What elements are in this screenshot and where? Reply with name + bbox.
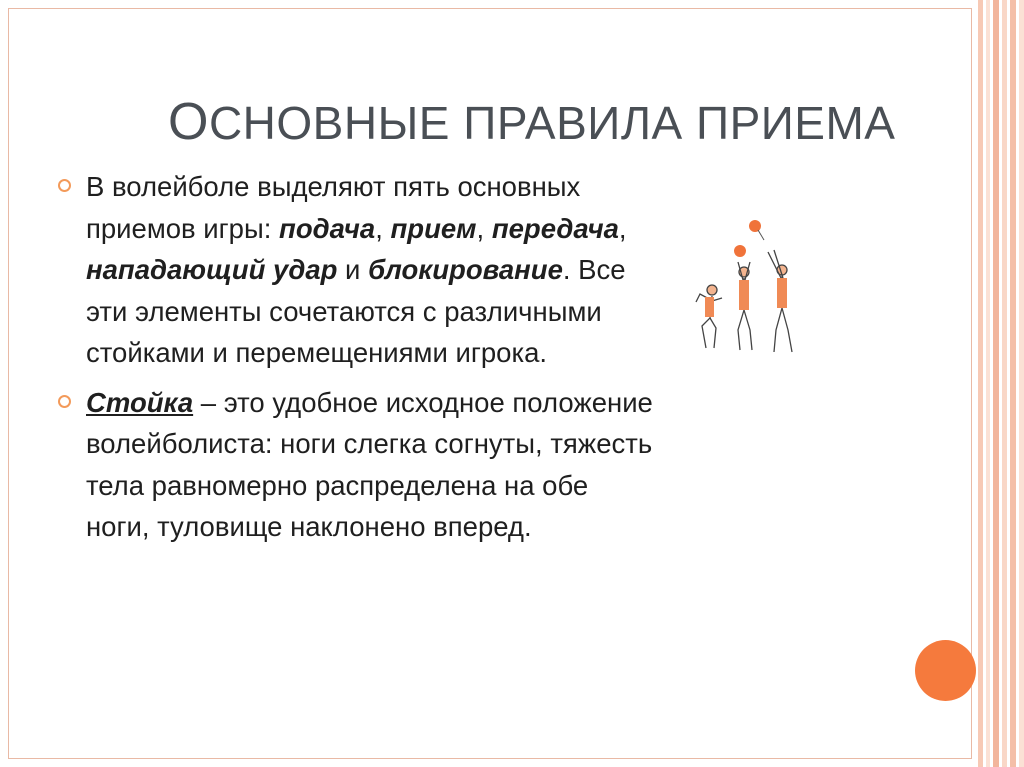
text: , — [375, 212, 391, 244]
bullet-techniques — [58, 166, 658, 374]
decorative-stripes — [978, 0, 1024, 767]
orange-circle-icon — [915, 640, 976, 701]
volleyball-players-icon — [688, 210, 806, 360]
text: , — [476, 212, 492, 244]
hollow-circle-bullet-icon — [58, 179, 71, 192]
keyword-reception: прием — [390, 212, 477, 244]
title-rest: СНОВНЫЕ ПРАВИЛА ПРИЕМА — [208, 97, 896, 149]
slide-body — [58, 166, 658, 556]
text: В волейболе выделяют пять основных приемов игры: — [86, 171, 581, 244]
title-initial: О — [168, 93, 209, 151]
keyword-stance: Стойка — [86, 386, 194, 418]
text: , — [618, 212, 627, 244]
keyword-block: блокирование — [368, 254, 563, 285]
text: – это удобное исходное положение волейболиста: ноги слегка согнуты, тяжесть тела равномерно распределена на обе ноги, туловище наклонено вперед. — [86, 386, 653, 542]
keyword-attack-hit: нападающий удар — [86, 254, 338, 285]
hollow-circle-bullet-icon — [58, 395, 71, 408]
keyword-pass: передача — [491, 212, 619, 244]
bullet-stance — [58, 382, 658, 548]
text: и — [337, 254, 369, 285]
page-title — [168, 92, 958, 152]
keyword-serve: подача — [279, 212, 376, 244]
text: . Все эти элементы сочетаются с различными стойками и перемещениями игрока. — [86, 254, 626, 368]
